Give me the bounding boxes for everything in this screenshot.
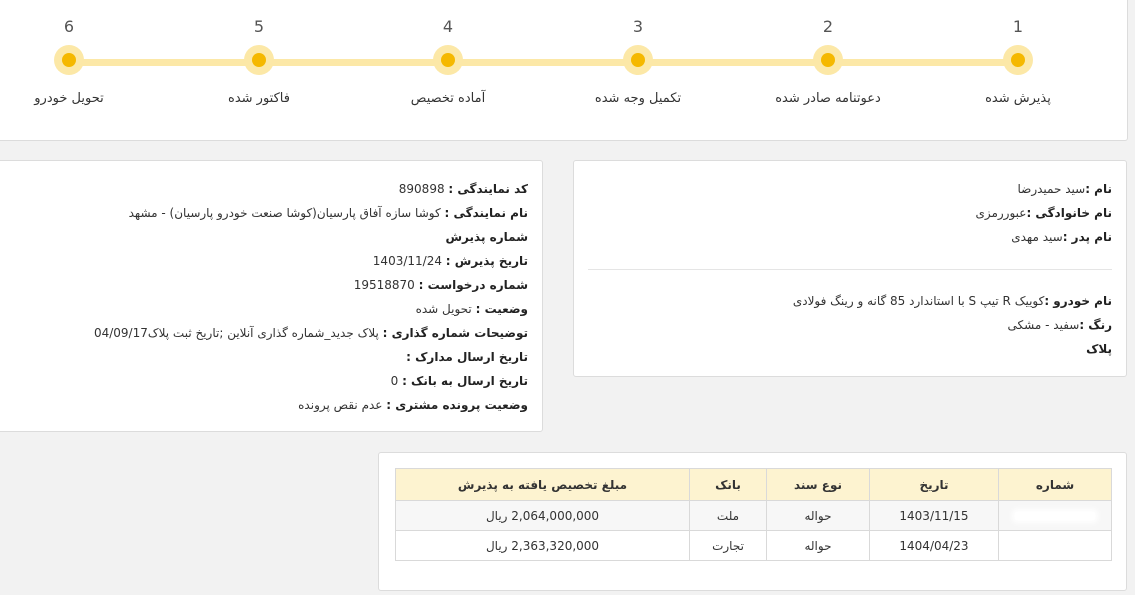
payments-card [378, 452, 1127, 591]
step-dot-icon [1003, 45, 1033, 75]
step-label: پذیرش شده [985, 91, 1051, 106]
step-number: 5 [253, 17, 265, 36]
step-dot-icon [244, 45, 274, 75]
row-date-cell: 1403/11/15 [870, 501, 999, 531]
step-dot-icon [54, 45, 84, 75]
col-date: تاریخ [870, 469, 999, 501]
step-number: 3 [632, 17, 644, 36]
step-dot-icon [813, 45, 843, 75]
row-doc-type-cell: حواله [767, 501, 870, 531]
owner-father-row: نام پدر :سید مهدی [1011, 230, 1112, 244]
col-bank: بانک [690, 469, 767, 501]
owner-name: سید حمیدرضا [1017, 182, 1086, 196]
step-number: 6 [63, 17, 75, 36]
owner-details [975, 177, 1112, 249]
car-name-row: نام خودرو :کوییک R تیپ S با استاندارد 85 گانه و رینگ فولادی [792, 294, 1112, 308]
row-amount-cell: 2,064,000,000 ریال [396, 501, 690, 531]
redacted-mark [1015, 512, 1095, 520]
numbering-notes-row: توضیحات شماره گذاری : پلاک جدید_شماره گذاری آنلاین ;تاریخ ثبت پلاک04/09/17 [93, 326, 528, 340]
row-doc-type-cell: حواله [767, 531, 870, 561]
agency-details [94, 177, 528, 417]
divider [588, 269, 1112, 270]
col-amount: مبلغ تخصیص یافته به پذیرش [396, 469, 690, 501]
plate-row: پلاک [1086, 342, 1112, 356]
car-color: سفید - مشکی [1007, 318, 1080, 332]
payments-table [395, 468, 1112, 561]
order-progress-stepper [0, 0, 1128, 141]
redacted-mark [1015, 542, 1095, 550]
step-label: دعوتنامه صادر شده [775, 91, 881, 106]
row-bank-cell: تجارت [690, 531, 767, 561]
row-amount-cell: 2,363,320,000 ریال [396, 531, 690, 561]
owner-father: سید مهدی [1011, 230, 1063, 244]
file-status-row: وضعیت پرونده مشتری : عدم نقص پرونده [298, 398, 528, 412]
row-date-cell: 1404/04/23 [870, 531, 999, 561]
col-number: شماره [999, 469, 1112, 501]
bank-sent-date-row: تاریخ ارسال به بانک : 0 [390, 374, 528, 388]
step-number: 2 [822, 17, 834, 36]
step-label: تحویل خودرو [34, 91, 104, 106]
col-doc-type: نوع سند [767, 469, 870, 501]
reception-number-row: شماره پذیرش [445, 230, 528, 244]
status-row: وضعیت : تحویل شده [415, 302, 528, 316]
table-row [396, 531, 1112, 561]
step-label: فاکتور شده [228, 91, 290, 106]
table-header-row [396, 469, 1112, 501]
step-dot-icon [623, 45, 653, 75]
step-label: تکمیل وجه شده [594, 91, 682, 106]
car-name: کوییک R تیپ S با استاندارد 85 گانه و رینگ فولادی [792, 294, 1045, 308]
vehicle-details [793, 289, 1112, 361]
owner-family: عبوررمزی [975, 206, 1027, 220]
reception-date-row: تاریخ پذیرش : 1403/11/24 [372, 254, 528, 268]
owner-name-row: نام :سید حمیدرضا [1017, 182, 1112, 196]
owner-family-row: نام خانوادگی :عبوررمزی [975, 206, 1112, 220]
row-number-cell [999, 531, 1112, 561]
agency-code-row: کد نمایندگی : 890898 [398, 182, 528, 196]
owner-info-card [573, 160, 1127, 377]
car-color-row: رنگ :سفید - مشکی [1007, 318, 1112, 332]
step-label: آماده تخصیص [410, 91, 486, 106]
row-number-cell [999, 501, 1112, 531]
row-bank-cell: ملت [690, 501, 767, 531]
agency-name-row: نام نمایندگی : کوشا سازه آفاق پارسیان(کوشا صنعت خودرو پارسیان) - مشهد [128, 206, 528, 220]
agency-info-card [0, 160, 543, 432]
docs-sent-date-row: تاریخ ارسال مدارک : [406, 350, 528, 364]
step-dot-icon [433, 45, 463, 75]
step-number: 1 [1012, 17, 1024, 36]
progress-track [64, 59, 1014, 66]
request-number-row: شماره درخواست : 19518870 [353, 278, 528, 292]
step-number: 4 [442, 17, 454, 36]
table-row [396, 501, 1112, 531]
